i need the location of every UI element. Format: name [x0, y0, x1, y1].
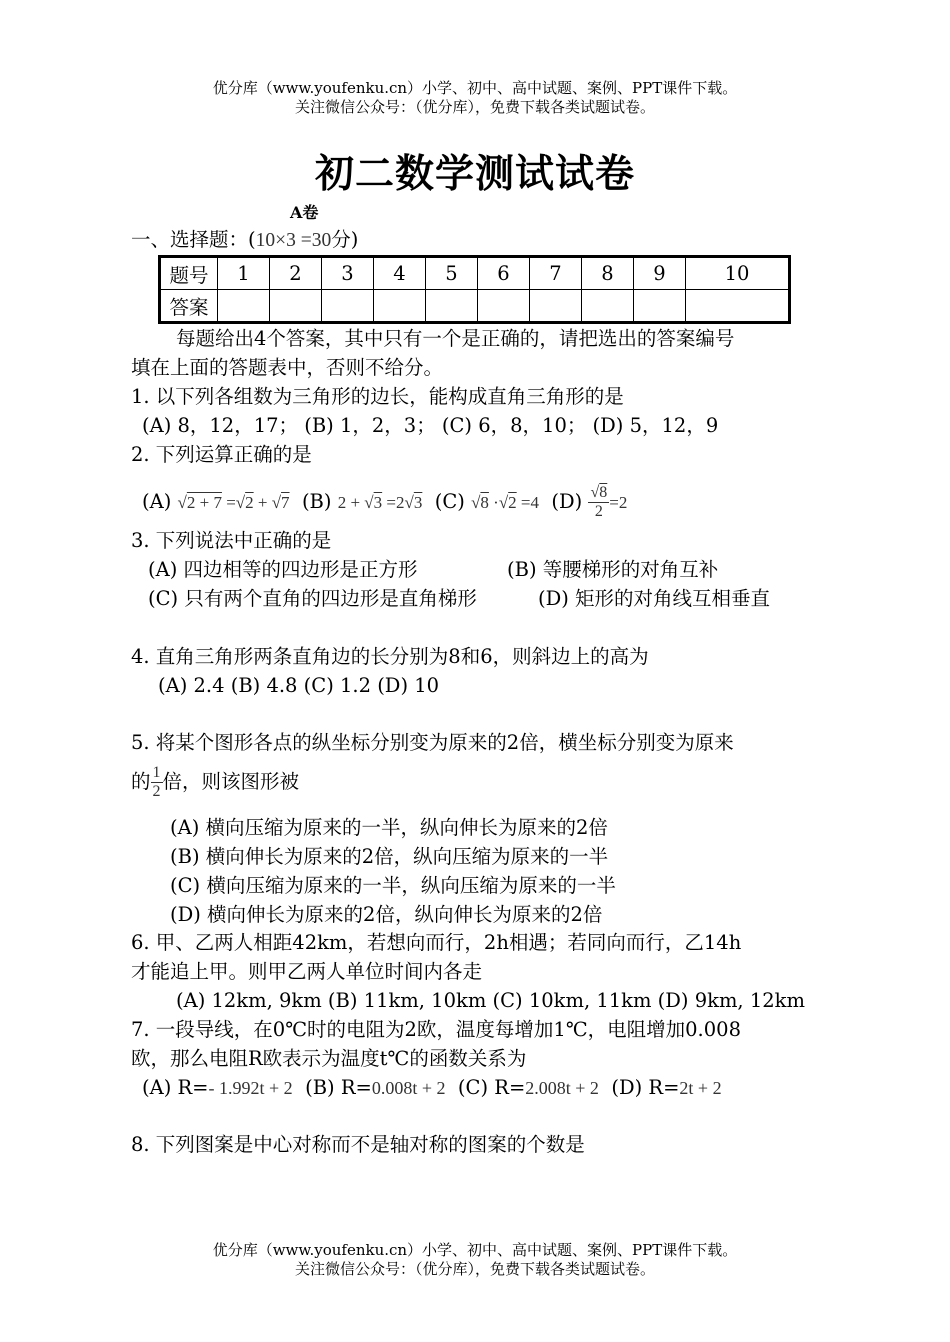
q2-option-c-label: (C) [434, 490, 465, 513]
answer-table-number-3: 3 [322, 257, 374, 290]
part1-score: 10×3 =30 [255, 230, 332, 251]
q2-b-root: 3 [373, 493, 383, 512]
q7-option-b-expr: 0.008t + 2 [371, 1078, 446, 1098]
q2-a-rhs2: 7 [281, 493, 290, 512]
answer-table-number-2: 2 [270, 257, 322, 290]
q7-option-a-label: (A) R= [142, 1076, 209, 1099]
q2-option-a-label: (A) [142, 490, 172, 513]
part1-heading [131, 227, 358, 254]
answer-table-number-7: 7 [530, 257, 582, 290]
question-3-stem: 3. 下列说法中正确的是 [131, 529, 332, 552]
page-header-line-1: 优分库（www.youfenku.cn）小学、初中、高中试题、案例、PPT课件下载。 [212, 79, 738, 97]
question-5-stem: 5. 将某个图形各点的纵坐标分别变为原来的2倍，横坐标分别变为原来 [131, 731, 734, 754]
answer-cell-3[interactable] [322, 290, 374, 323]
q2-option-d-label: (D) [551, 490, 583, 513]
answer-cell-5[interactable] [426, 290, 478, 323]
q2-b-l: 2 + [337, 493, 365, 512]
answer-table-row-numbers [160, 257, 790, 290]
q7-option-d-expr: 2t + 2 [679, 1078, 722, 1098]
q7-option-d-label: (D) R= [611, 1076, 680, 1099]
answer-cell-10[interactable] [686, 290, 790, 323]
q5-fraction [151, 764, 163, 801]
answer-table-number-10: 10 [686, 257, 790, 290]
page-header-line-2: 关注微信公众号：（优分库），免费下载各类试题试卷。 [294, 98, 655, 116]
instructions-line-2: 填在上面的答题表中，否则不给分。 [131, 356, 444, 379]
part1-unit: 分) [331, 228, 359, 251]
question-8-stem: 8. 下列图案是中心对称而不是轴对称的图案的个数是 [131, 1133, 585, 1156]
question-6-stem-2: 才能追上甲。则甲乙两人单位时间内各走 [131, 960, 483, 983]
answer-cell-2[interactable] [270, 290, 322, 323]
question-3-option-b: (B) 等腰梯形的对角互补 [507, 558, 719, 581]
q7-option-c-label: (C) R= [457, 1076, 526, 1099]
answer-cell-8[interactable] [582, 290, 634, 323]
q2-a-lhs: 2 + 7 [186, 493, 222, 512]
q2-option-c-expr: √8 ·√2 =4 [471, 493, 540, 512]
answer-table-number-6: 6 [478, 257, 530, 290]
answer-table-label-answer: 答案 [160, 290, 218, 323]
q2-a-rhs1: 2 [245, 493, 254, 512]
answer-table-number-9: 9 [634, 257, 686, 290]
question-2-stem: 2. 下列运算正确的是 [131, 443, 312, 466]
answer-cell-6[interactable] [478, 290, 530, 323]
question-3-option-a: (A) 四边相等的四边形是正方形 [148, 558, 418, 581]
question-4-options: (A) 2.4 (B) 4.8 (C) 1.2 (D) 10 [158, 674, 440, 697]
question-7-stem: 7. 一段导线，在0℃时的电阻为2欧，温度每增加1℃，电阻增加0.008 [131, 1018, 741, 1041]
question-5-option-d: (D) 横向伸长为原来的2倍，纵向伸长为原来的2倍 [170, 903, 603, 926]
page-footer-line-1: 优分库（www.youfenku.cn）小学、初中、高中试题、案例、PPT课件下载。 [212, 1241, 738, 1259]
question-7-stem-2: 欧，那么电阻R欧表示为温度t℃的函数关系为 [131, 1047, 527, 1070]
section-label: A卷 [290, 203, 319, 222]
answer-table-number-5: 5 [426, 257, 478, 290]
q2-d-num: 8 [599, 484, 608, 501]
q7-option-a-expr: - 1.992t + 2 [208, 1078, 293, 1098]
q5-frac-num: 1 [152, 764, 161, 781]
question-5-option-c: (C) 横向压缩为原来的一半，纵向压缩为原来的一半 [170, 874, 616, 897]
question-5-stem-2 [131, 764, 299, 801]
question-3-option-d: (D) 矩形的对角线互相垂直 [538, 587, 771, 610]
question-2-options [142, 484, 627, 521]
answer-table-number-4: 4 [374, 257, 426, 290]
answer-table-row-answers [160, 290, 790, 323]
answer-table [158, 255, 791, 324]
page-title: 初二数学测试试卷 [314, 151, 635, 197]
q2-c-result: =4 [516, 493, 540, 512]
q2-d-den: 2 [594, 503, 603, 520]
question-1-stem: 1. 以下列各组数为三角形的边长，能构成直角三角形的是 [131, 385, 624, 408]
question-6-options: (A) 12km, 9km (B) 11km, 10km (C) 10km, 11km (D) 9km, 12km [176, 989, 805, 1012]
q5-stem-post: 倍，则该图形被 [162, 770, 300, 793]
question-1-options: (A) 8，12，17； (B) 1，2，3； (C) 6，8，10； (D) 5，12，9 [142, 414, 719, 437]
answer-cell-4[interactable] [374, 290, 426, 323]
part1-heading-text: 一、选择题：( [131, 228, 256, 251]
instructions-line-1: 每题给出4个答案，其中只有一个是正确的，请把选出的答案编号 [176, 327, 735, 350]
question-6-stem: 6. 甲、乙两人相距42km，若想向而行，2h相遇；若同向而行，乙14h [131, 931, 742, 954]
answer-table-number-1: 1 [218, 257, 270, 290]
answer-table-label-number: 题号 [160, 257, 218, 290]
answer-cell-9[interactable] [634, 290, 686, 323]
answer-cell-7[interactable] [530, 290, 582, 323]
question-3-option-c: (C) 只有两个直角的四边形是直角梯形 [148, 587, 477, 610]
q7-option-b-label: (B) R= [305, 1076, 372, 1099]
q5-frac-den: 2 [152, 783, 161, 800]
q5-stem-pre: 的 [131, 770, 151, 793]
question-5-option-b: (B) 横向伸长为原来的2倍，纵向压缩为原来的一半 [170, 845, 609, 868]
answer-cell-1[interactable] [218, 290, 270, 323]
question-4-stem: 4. 直角三角形两条直角边的长分别为8和6，则斜边上的高为 [131, 645, 649, 668]
q2-c-root2: 2 [508, 493, 517, 512]
q2-d-result: =2 [609, 493, 628, 512]
q2-option-a-expr: √2 + 7 =√2 + √7 [177, 493, 290, 512]
answer-table-number-8: 8 [582, 257, 634, 290]
page-footer-line-2: 关注微信公众号：（优分库），免费下载各类试题试卷。 [294, 1260, 655, 1278]
question-7-options [142, 1075, 722, 1101]
question-5-option-a: (A) 横向压缩为原来的一半，纵向伸长为原来的2倍 [170, 816, 608, 839]
q2-option-d-fraction: $\frac{√8}{2}$ [590, 484, 608, 520]
q2-b-root2: 3 [413, 493, 423, 512]
q2-option-b-expr: 2 + √3 =2√3 [337, 493, 423, 512]
q7-option-c-expr: 2.008t + 2 [525, 1078, 599, 1098]
q2-option-b-label: (B) [301, 490, 332, 513]
q2-c-root1: 8 [480, 493, 489, 512]
q2-b-r: =2 [382, 493, 405, 512]
